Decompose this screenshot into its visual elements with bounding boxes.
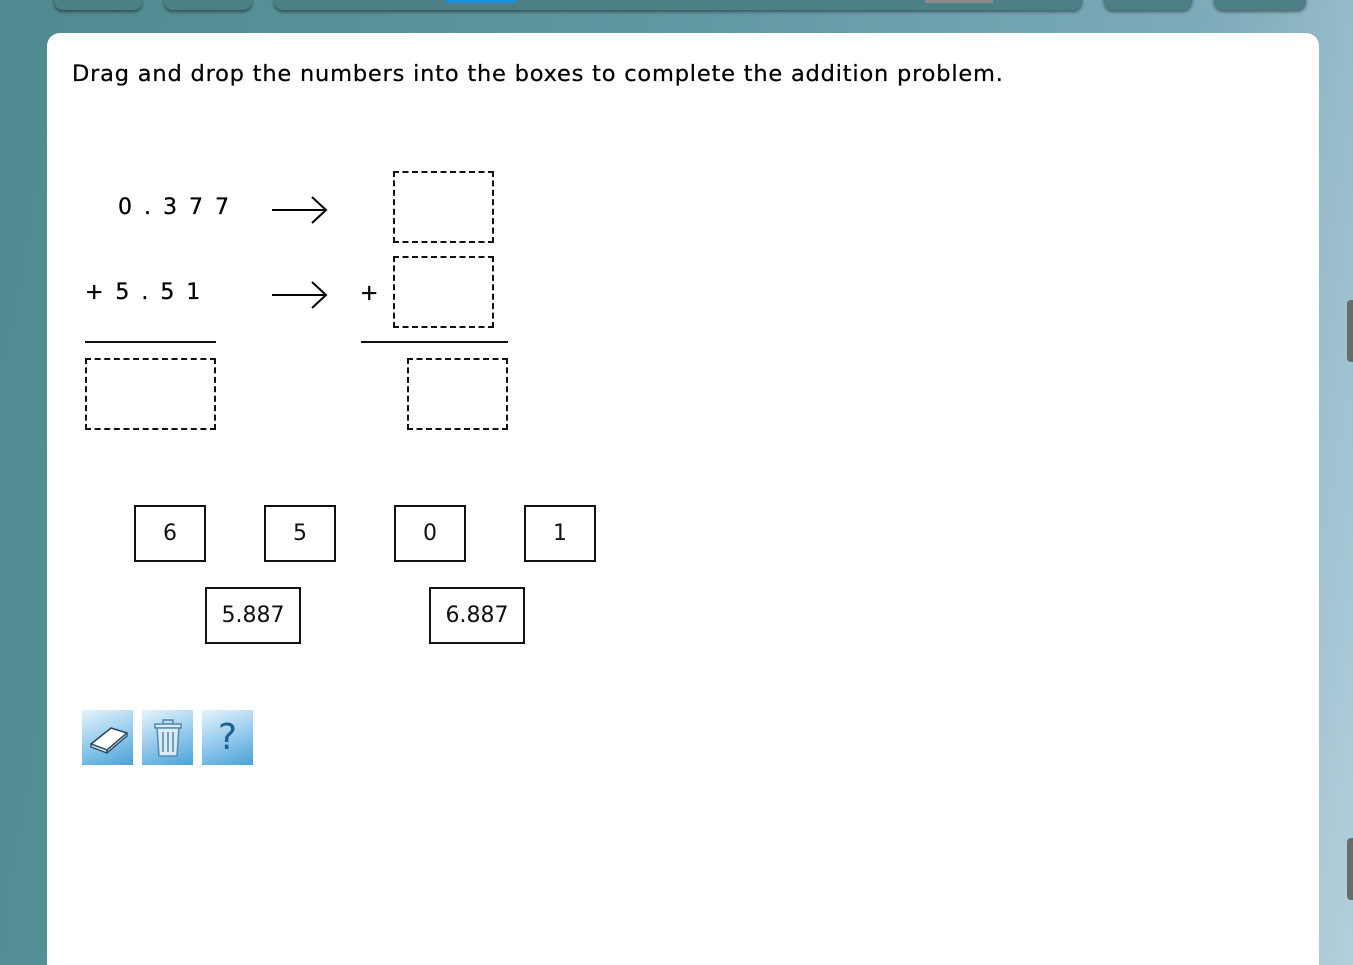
addend-2-drop-box[interactable] xyxy=(393,256,494,328)
answer-drop-box-right[interactable] xyxy=(407,358,508,430)
top-tab-2[interactable] xyxy=(164,0,252,10)
arrow-right-icon xyxy=(270,195,330,225)
top-tab-5[interactable] xyxy=(1214,0,1306,10)
instruction-text: Drag and drop the numbers into the boxes to complete the addition problem. xyxy=(72,61,1004,87)
number-tile-6[interactable]: 6 xyxy=(134,505,206,562)
help-button[interactable] xyxy=(202,710,253,765)
number-tile-1[interactable]: 1 xyxy=(524,505,596,562)
sum-line-right xyxy=(361,341,508,343)
top-tab-4[interactable] xyxy=(1104,0,1192,10)
trash-icon xyxy=(148,716,188,760)
number-tile-5[interactable]: 5 xyxy=(264,505,336,562)
eraser-button[interactable] xyxy=(82,710,133,765)
plus-sign: + xyxy=(360,281,379,306)
addend-1-number: 0.377 xyxy=(118,195,241,220)
trash-button[interactable] xyxy=(142,710,193,765)
addend-2-number: +5.51 xyxy=(85,280,213,305)
number-tile-5-887[interactable]: 5.887 xyxy=(205,587,301,644)
sum-line-left xyxy=(85,341,216,343)
number-tile-6-887[interactable]: 6.887 xyxy=(429,587,525,644)
answer-drop-box-left[interactable] xyxy=(85,358,216,430)
question-panel xyxy=(47,33,1319,965)
help-question-icon: ? xyxy=(217,716,238,758)
number-tile-0[interactable]: 0 xyxy=(394,505,466,562)
eraser-icon xyxy=(85,718,131,758)
addend-1-drop-box[interactable] xyxy=(393,171,494,243)
top-tab-1[interactable] xyxy=(54,0,142,10)
top-accent-grey xyxy=(925,0,993,3)
arrow-right-icon xyxy=(270,280,330,310)
side-handle-lower[interactable] xyxy=(1347,838,1353,900)
top-toolbar-strip xyxy=(0,0,1353,14)
top-accent-blue xyxy=(446,0,516,3)
side-handle-upper[interactable] xyxy=(1347,300,1353,362)
